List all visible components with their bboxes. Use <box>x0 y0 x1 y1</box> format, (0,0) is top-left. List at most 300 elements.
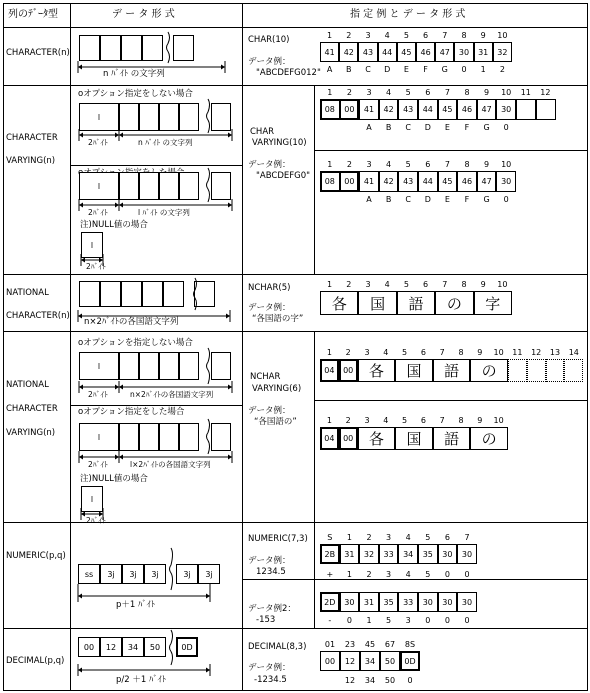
arrow-head <box>115 385 119 390</box>
byte-cell: 30 <box>438 544 458 564</box>
byte-char: G <box>483 123 490 132</box>
arrow-head <box>226 314 230 319</box>
byte-digit: 0 <box>407 676 413 685</box>
length-prefix-cell: 04 <box>320 359 339 382</box>
byte-index: 6 <box>444 533 450 542</box>
byte-char: 0 <box>444 616 450 625</box>
byte-cell: 43 <box>398 99 418 120</box>
byte-index: 45 <box>364 640 376 649</box>
arrow-head <box>119 455 123 460</box>
byte-index: 1 <box>327 88 333 97</box>
two-byte-label: 2ﾊﾞｲﾄ <box>88 138 108 147</box>
nchar-cell: 語 <box>433 359 471 382</box>
format-cell: 3j <box>122 564 144 584</box>
byte-index: 4 <box>386 88 392 97</box>
arrow-head <box>78 594 82 599</box>
arrow-head <box>81 512 85 517</box>
byte-char: D <box>424 123 431 132</box>
byte-cell: 31 <box>340 544 360 564</box>
nchar-cell: の <box>470 427 508 450</box>
byte-index: 1 <box>327 160 333 169</box>
format-note: p/2 ＋1 ﾊﾞｲﾄ <box>116 675 166 685</box>
spec-label: NCHAR <box>250 372 281 382</box>
byte-char: 5 <box>386 616 392 625</box>
byte-digit: 34 <box>364 676 376 685</box>
byte-cell: 43 <box>398 171 418 192</box>
nchar-cell: 各 <box>320 291 358 315</box>
byte-index: 7 <box>439 348 445 357</box>
arrow-head <box>79 133 83 138</box>
byte-index: 4 <box>405 533 411 542</box>
byte-char: - <box>328 616 332 625</box>
byte-index: 23 <box>344 640 356 649</box>
byte-cell: 41 <box>359 99 379 120</box>
arrow-head <box>206 668 210 673</box>
example-value: "ABCDEFG0" <box>256 171 311 181</box>
byte-char: 0 <box>464 616 470 625</box>
two-byte-label: 2ﾊﾞｲﾄ <box>88 208 108 217</box>
byte-index: 10 <box>501 160 512 169</box>
break-mark <box>170 548 173 590</box>
byte-char: 0 <box>464 570 470 579</box>
type-label: NUMERIC(p,q) <box>6 551 66 561</box>
byte-cell: 44 <box>418 99 438 120</box>
type-label: DECIMAL(p,q) <box>6 656 65 666</box>
null-note: 注)NULL値の場合 <box>80 474 148 484</box>
byte-cell: 2D <box>320 592 340 612</box>
byte-index: 8 <box>461 280 467 289</box>
byte-char: + <box>326 570 334 579</box>
byte-index: 6 <box>420 416 426 425</box>
arrow-head <box>221 65 225 70</box>
type-label: CHARACTER(n) <box>6 48 70 58</box>
byte-index: 2 <box>346 280 352 289</box>
byte-index: 11 <box>520 88 531 97</box>
byte-index: S <box>327 533 333 542</box>
byte-cell: 30 <box>418 592 438 612</box>
byte-cell: 41 <box>320 42 339 62</box>
break-mark <box>170 630 173 665</box>
byte-cell: 0D <box>400 651 420 671</box>
byte-cell: 43 <box>358 42 377 62</box>
byte-index: 9 <box>477 348 483 357</box>
byte-index: 9 <box>484 88 490 97</box>
byte-index: 4 <box>386 160 392 169</box>
byte-cell: 47 <box>477 99 497 120</box>
byte-index: 8 <box>458 348 464 357</box>
format-cell: 50 <box>144 637 166 657</box>
example-label: データ例： <box>248 406 291 416</box>
byte-char: 0 <box>444 570 450 579</box>
byte-cell: 12 <box>340 651 360 671</box>
spec-label: CHAR <box>250 127 275 137</box>
byte-index: 10 <box>501 88 512 97</box>
type-label: NATIONAL <box>6 288 49 298</box>
arrow-head <box>78 314 82 319</box>
byte-char: F <box>464 123 470 132</box>
byte-index: 1 <box>327 31 333 40</box>
byte-index: 4 <box>384 31 390 40</box>
format-note: n ﾊﾞｲﾄ の文字列 <box>103 69 165 79</box>
byte-cell: 41 <box>359 171 379 192</box>
byte-cell: 08 <box>320 171 340 192</box>
arrow-head <box>228 455 232 460</box>
byte-index: 6 <box>423 31 429 40</box>
example-value: “各国語の字” <box>252 314 304 324</box>
byte-index: 3 <box>365 280 371 289</box>
byte-index: 7 <box>444 160 450 169</box>
example-label: データ例2： <box>248 604 296 614</box>
byte-index: 10 <box>493 416 504 425</box>
byte-index: 7 <box>439 416 445 425</box>
byte-index: 9 <box>484 160 490 169</box>
length-prefix-cell: 04 <box>320 427 339 450</box>
arrow-head <box>78 668 82 673</box>
byte-char: 0 <box>346 616 352 625</box>
byte-index: 3 <box>365 31 371 40</box>
format-cell: ss <box>78 564 100 584</box>
byte-char: E <box>444 195 450 204</box>
byte-char: 2 <box>366 570 372 579</box>
byte-cell: 33 <box>398 592 418 612</box>
nchar-cell: 国 <box>395 427 433 450</box>
byte-index: 5 <box>405 160 411 169</box>
byte-char: B <box>385 123 392 132</box>
byte-char: C <box>365 65 371 74</box>
spec-label: NCHAR(5) <box>248 283 291 293</box>
byte-cell: 46 <box>457 99 477 120</box>
byte-cell: 00 <box>340 171 360 192</box>
byte-index: 10 <box>497 31 508 40</box>
byte-cell: 45 <box>397 42 416 62</box>
byte-char: 5 <box>425 570 431 579</box>
byte-index: 7 <box>444 88 450 97</box>
byte-char: 1 <box>366 616 372 625</box>
byte-char: B <box>385 195 392 204</box>
example-value: -1234.5 <box>254 675 287 685</box>
byte-cell: 30 <box>496 99 516 120</box>
arrow-head <box>99 258 103 263</box>
length-prefix-cell: l <box>81 486 103 512</box>
byte-char: D <box>424 195 431 204</box>
byte-index: 2 <box>345 416 351 425</box>
length-prefix-cell: 00 <box>339 427 358 450</box>
arrow-head <box>78 65 82 70</box>
option-note: oオプション指定をしない場合 <box>78 89 193 99</box>
format-cell: 12 <box>100 637 122 657</box>
arrow-head <box>228 133 232 138</box>
byte-index: 8 <box>464 160 470 169</box>
byte-char: 0 <box>503 195 509 204</box>
byte-char: G <box>441 65 448 74</box>
byte-char: A <box>366 195 372 204</box>
arrow-head <box>119 385 123 390</box>
byte-index: 12 <box>540 88 551 97</box>
col-type-header: 列のﾃﾞｰﾀ型 <box>8 9 58 20</box>
format-note: p＋1 ﾊﾞｲﾄ <box>116 600 156 610</box>
byte-index: 10 <box>497 280 508 289</box>
length-prefix-cell: l <box>79 423 119 451</box>
nchar-cell: 各 <box>358 427 396 450</box>
byte-cell: 00 <box>320 651 340 671</box>
byte-cell: 45 <box>438 99 458 120</box>
byte-index: 1 <box>326 348 332 357</box>
byte-index: 5 <box>403 31 409 40</box>
arrow-head <box>115 133 119 138</box>
nchar-cell: 語 <box>397 291 435 315</box>
spec-label: VARYING(6) <box>252 384 302 394</box>
byte-index: 3 <box>366 160 372 169</box>
nchar-cell: 国 <box>358 291 396 315</box>
byte-cell: 31 <box>359 592 379 612</box>
byte-index: 4 <box>383 416 389 425</box>
byte-index: 8S <box>404 640 416 649</box>
byte-index: 5 <box>403 280 409 289</box>
byte-digit: 12 <box>344 676 356 685</box>
byte-index: 7 <box>442 280 448 289</box>
byte-index: 7 <box>464 533 470 542</box>
length-note: n ﾊﾞｲﾄ の文字列 <box>138 138 193 147</box>
byte-cell: 47 <box>477 171 497 192</box>
break-mark <box>194 278 197 310</box>
format-cell: 3j <box>144 564 166 584</box>
byte-index: 11 <box>512 348 523 357</box>
example-label: データ例： <box>248 303 291 313</box>
example-value: “各国語の” <box>254 417 297 427</box>
byte-cell: 30 <box>457 544 477 564</box>
byte-char: 3 <box>405 616 411 625</box>
byte-char: 1 <box>480 65 486 74</box>
length-note: n×2ﾊﾞｲﾄの各国語文字列 <box>130 390 214 399</box>
byte-index: 3 <box>364 416 370 425</box>
data-format-header: デ ー タ 形 式 <box>112 9 175 20</box>
type-label: NATIONAL <box>6 380 49 390</box>
option-note: oオプションを指定しない場合 <box>78 338 193 348</box>
byte-index: 6 <box>423 280 429 289</box>
byte-index: 2 <box>346 88 352 97</box>
byte-char: A <box>326 65 333 74</box>
byte-index: 4 <box>383 348 389 357</box>
break-mark <box>207 99 210 133</box>
byte-cell: 44 <box>378 42 397 62</box>
byte-char: 1 <box>346 570 352 579</box>
byte-cell: 08 <box>320 99 340 120</box>
byte-cell: 30 <box>457 592 477 612</box>
example-label: データ例： <box>248 556 291 566</box>
arrow-head <box>81 258 85 263</box>
byte-index: 13 <box>549 348 561 357</box>
type-label: CHARACTER <box>6 133 58 143</box>
arrow-head <box>115 455 119 460</box>
byte-digit: 50 <box>384 676 396 685</box>
arrow-head <box>119 133 123 138</box>
nchar-cell: の <box>470 359 508 382</box>
byte-index: 6 <box>425 88 431 97</box>
byte-index: 5 <box>405 88 411 97</box>
byte-char: C <box>405 195 411 204</box>
length-prefix-cell: l <box>79 103 119 131</box>
byte-char: D <box>384 65 391 74</box>
nchar-cell: 国 <box>395 359 433 382</box>
arrow-head <box>228 385 232 390</box>
spec-label: VARYING(10) <box>252 138 307 148</box>
break-mark <box>207 348 210 384</box>
nchar-cell: 字 <box>474 291 512 315</box>
byte-index: 6 <box>420 348 426 357</box>
byte-index: 5 <box>402 416 408 425</box>
format-cell: 3j <box>198 564 220 584</box>
arrow-head <box>79 203 83 208</box>
arrow-head <box>79 385 83 390</box>
byte-char: E <box>403 65 409 74</box>
byte-index: 3 <box>364 348 370 357</box>
byte-char: 3 <box>386 570 392 579</box>
byte-index: 6 <box>425 160 431 169</box>
byte-index: 67 <box>384 640 396 649</box>
byte-index: 8 <box>458 416 464 425</box>
two-byte-label: 2ﾊﾞｲﾄ <box>88 460 108 469</box>
nchar-cell: 各 <box>358 359 396 382</box>
byte-char: F <box>423 65 428 74</box>
null-note: 注)NULL値の場合 <box>80 220 148 230</box>
length-prefix-cell: l <box>81 232 103 258</box>
byte-cell: 33 <box>379 544 399 564</box>
byte-index: 14 <box>568 348 579 357</box>
two-byte-label: 2ﾊﾞｲﾄ <box>86 516 106 525</box>
byte-cell: 42 <box>379 99 399 120</box>
byte-index: 2 <box>366 533 372 542</box>
length-prefix-cell: l <box>79 172 119 200</box>
byte-index: 01 <box>324 640 336 649</box>
byte-index: 3 <box>386 533 392 542</box>
byte-index: 12 <box>531 348 542 357</box>
spec-label: CHAR(10) <box>248 35 290 45</box>
spec-example-header: 指 定 例 と デ ー タ 形 式 <box>350 9 466 20</box>
example-value: -153 <box>256 615 276 625</box>
byte-cell: 46 <box>457 171 477 192</box>
spec-label: NUMERIC(7,3) <box>248 534 308 544</box>
nchar-cell: の <box>435 291 473 315</box>
two-byte-label: 2ﾊﾞｲﾄ <box>88 390 108 399</box>
type-label: CHARACTER(n) <box>6 311 70 321</box>
byte-char: 0 <box>425 616 431 625</box>
byte-index: 5 <box>425 533 431 542</box>
example-value: "ABCDEFG012" <box>256 68 321 78</box>
byte-cell: 30 <box>340 592 360 612</box>
byte-cell: 34 <box>398 544 418 564</box>
type-label: CHARACTER <box>6 404 58 414</box>
byte-cell: 32 <box>493 42 512 62</box>
byte-index: 1 <box>327 280 333 289</box>
break-mark <box>207 168 210 202</box>
type-label: VARYING(n) <box>6 428 56 438</box>
byte-char: 0 <box>461 65 467 74</box>
byte-cell: 50 <box>380 651 400 671</box>
example-label: データ例： <box>248 160 291 170</box>
length-prefix-cell: l <box>79 352 119 380</box>
byte-index: 5 <box>402 348 408 357</box>
byte-char: 4 <box>405 570 411 579</box>
example-label: データ例： <box>248 663 291 673</box>
byte-char: E <box>444 123 450 132</box>
format-cell: 3j <box>176 564 198 584</box>
byte-index: 10 <box>493 348 504 357</box>
byte-cell: 00 <box>340 99 360 120</box>
byte-cell: 30 <box>438 592 458 612</box>
byte-cell: 42 <box>379 171 399 192</box>
byte-char: B <box>346 65 352 74</box>
byte-char: 0 <box>503 123 509 132</box>
byte-cell: 30 <box>496 171 516 192</box>
byte-cell: 35 <box>418 544 438 564</box>
byte-index: 1 <box>346 533 352 542</box>
byte-index: 4 <box>384 280 390 289</box>
arrow-head <box>228 203 232 208</box>
arrow-head <box>79 455 83 460</box>
byte-char: G <box>483 195 490 204</box>
arrow-head <box>99 512 103 517</box>
option-note: oオプション指定をした場合 <box>78 407 185 417</box>
break-mark <box>167 32 170 63</box>
byte-index: 8 <box>464 88 470 97</box>
format-cell: 0D <box>176 637 198 657</box>
example-label: データ例： <box>248 57 291 67</box>
byte-index: 1 <box>326 416 332 425</box>
byte-char: F <box>464 195 470 204</box>
byte-char: C <box>405 123 411 132</box>
byte-cell: 35 <box>379 592 399 612</box>
byte-index: 3 <box>366 88 372 97</box>
break-mark <box>207 419 210 454</box>
byte-cell: 42 <box>339 42 358 62</box>
length-note: l×2ﾊﾞｲﾄの各国語文字列 <box>130 460 211 469</box>
arrow-head <box>119 203 123 208</box>
byte-index: 9 <box>480 280 486 289</box>
length-note: l ﾊﾞｲﾄ の文字列 <box>138 208 190 217</box>
byte-cell: 44 <box>418 171 438 192</box>
format-cell: 00 <box>78 637 100 657</box>
format-cell: 3j <box>100 564 122 584</box>
byte-index: 9 <box>480 31 486 40</box>
spec-label: DECIMAL(8,3) <box>248 642 307 652</box>
byte-cell: 2B <box>320 544 340 564</box>
byte-cell: 45 <box>438 171 458 192</box>
byte-cell: 30 <box>454 42 473 62</box>
arrow-head <box>206 594 210 599</box>
byte-cell: 31 <box>474 42 493 62</box>
example-value: 1234.5 <box>256 567 286 577</box>
byte-cell: 32 <box>359 544 379 564</box>
byte-index: 2 <box>346 31 352 40</box>
arrow-head <box>115 203 119 208</box>
byte-cell: 47 <box>435 42 454 62</box>
byte-index: 2 <box>345 348 351 357</box>
format-cell: 34 <box>122 637 144 657</box>
byte-cell: 34 <box>360 651 380 671</box>
byte-char: 2 <box>499 65 505 74</box>
format-note: n×2ﾊﾞｲﾄの各国語文字列 <box>84 317 179 327</box>
two-byte-label: 2ﾊﾞｲﾄ <box>86 262 106 271</box>
byte-index: 9 <box>477 416 483 425</box>
length-prefix-cell: 00 <box>339 359 358 382</box>
nchar-cell: 語 <box>433 427 471 450</box>
type-label: VARYING(n) <box>6 156 56 166</box>
byte-index: 2 <box>346 160 352 169</box>
byte-char: A <box>366 123 372 132</box>
byte-cell: 46 <box>416 42 435 62</box>
byte-index: 8 <box>461 31 467 40</box>
byte-index: 7 <box>442 31 448 40</box>
